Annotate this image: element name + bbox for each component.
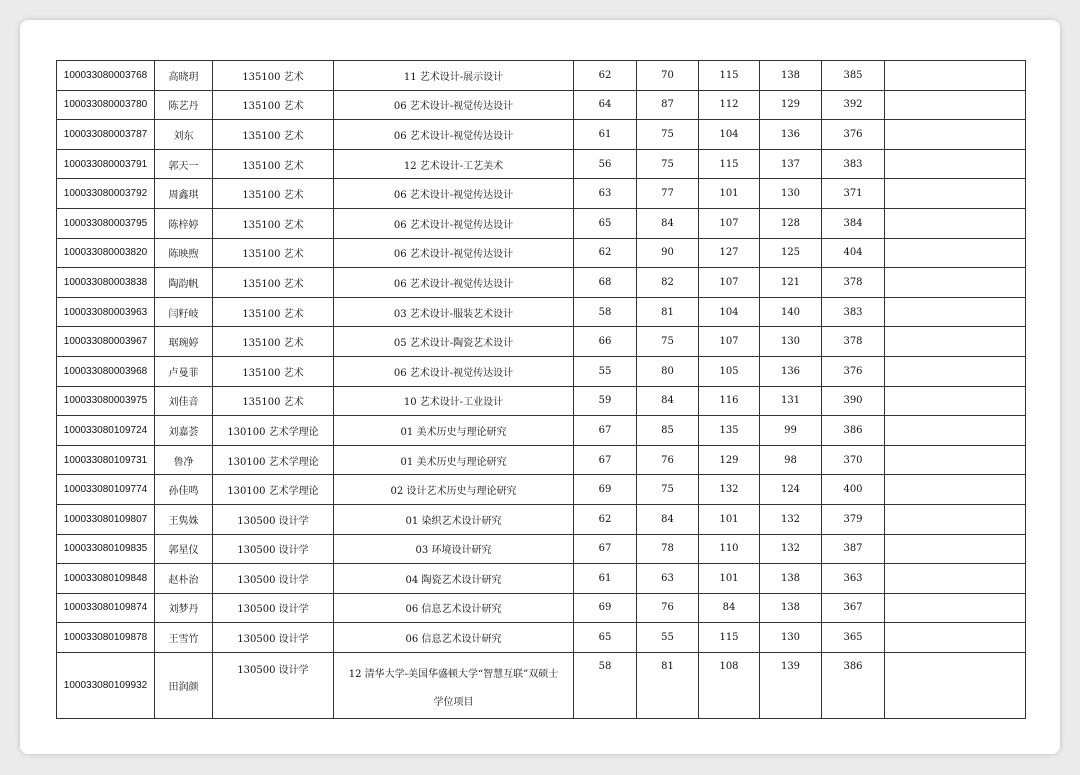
- cell-note: [885, 416, 1026, 446]
- cell-major: 130500 设计学: [213, 564, 334, 594]
- cell-direction: 06 艺术设计-视觉传达设计: [334, 208, 574, 238]
- cell-score-3: 110: [699, 534, 760, 564]
- cell-note: [885, 564, 1026, 594]
- cell-score-1: 56: [574, 149, 637, 179]
- cell-exam-id: 100033080109874: [57, 593, 155, 623]
- cell-major: 130500 设计学: [213, 623, 334, 653]
- cell-direction: 10 艺术设计-工业设计: [334, 386, 574, 416]
- cell-score-2: 87: [637, 90, 699, 120]
- cell-total: 400: [822, 475, 885, 505]
- table-row: [57, 445, 1026, 475]
- cell-name: 刘梦丹: [155, 593, 213, 623]
- cell-score-2: 81: [637, 652, 699, 718]
- document-page: [20, 20, 1060, 754]
- cell-major: 130100 艺术学理论: [213, 416, 334, 446]
- cell-score-3: 115: [699, 149, 760, 179]
- cell-score-1: 59: [574, 386, 637, 416]
- cell-direction: 04 陶瓷艺术设计研究: [334, 564, 574, 594]
- cell-direction: 12 艺术设计-工艺美术: [334, 149, 574, 179]
- cell-score-2: 90: [637, 238, 699, 268]
- cell-note: [885, 475, 1026, 505]
- cell-direction: 05 艺术设计-陶瓷艺术设计: [334, 327, 574, 357]
- cell-major: 135100 艺术: [213, 90, 334, 120]
- cell-exam-id: 100033080109878: [57, 623, 155, 653]
- cell-score-2: 75: [637, 475, 699, 505]
- cell-major: 135100 艺术: [213, 179, 334, 209]
- cell-direction: 06 艺术设计-视觉传达设计: [334, 179, 574, 209]
- cell-total: 378: [822, 268, 885, 298]
- cell-total: 376: [822, 120, 885, 150]
- cell-exam-id: 100033080109774: [57, 475, 155, 505]
- cell-score-2: 75: [637, 327, 699, 357]
- cell-note: [885, 149, 1026, 179]
- table-row: [57, 268, 1026, 298]
- cell-note: [885, 534, 1026, 564]
- table-row: [57, 61, 1026, 91]
- cell-score-4: 140: [760, 297, 822, 327]
- cell-note: [885, 504, 1026, 534]
- cell-score-4: 137: [760, 149, 822, 179]
- cell-score-2: 76: [637, 593, 699, 623]
- cell-score-1: 58: [574, 652, 637, 718]
- cell-score-2: 84: [637, 386, 699, 416]
- cell-major: 135100 艺术: [213, 238, 334, 268]
- cell-exam-id: 100033080003795: [57, 208, 155, 238]
- cell-name: 高晓玥: [155, 61, 213, 91]
- cell-name: 周鑫琪: [155, 179, 213, 209]
- cell-total: 387: [822, 534, 885, 564]
- cell-direction: 03 艺术设计-服装艺术设计: [334, 297, 574, 327]
- cell-score-1: 67: [574, 445, 637, 475]
- cell-name: 陈映煦: [155, 238, 213, 268]
- cell-name: 陶韵帆: [155, 268, 213, 298]
- cell-score-3: 132: [699, 475, 760, 505]
- cell-score-3: 115: [699, 61, 760, 91]
- cell-score-3: 107: [699, 268, 760, 298]
- cell-exam-id: 100033080003963: [57, 297, 155, 327]
- cell-score-2: 82: [637, 268, 699, 298]
- cell-note: [885, 268, 1026, 298]
- cell-name: 刘东: [155, 120, 213, 150]
- cell-score-1: 67: [574, 534, 637, 564]
- cell-score-3: 105: [699, 356, 760, 386]
- cell-direction: 06 艺术设计-视觉传达设计: [334, 356, 574, 386]
- cell-name: 琚琬婷: [155, 327, 213, 357]
- cell-total: 392: [822, 90, 885, 120]
- cell-score-3: 107: [699, 208, 760, 238]
- cell-score-3: 115: [699, 623, 760, 653]
- scores-table-body: [57, 61, 1026, 719]
- table-row: [57, 90, 1026, 120]
- cell-note: [885, 356, 1026, 386]
- cell-score-4: 132: [760, 504, 822, 534]
- cell-total: 371: [822, 179, 885, 209]
- cell-score-1: 62: [574, 504, 637, 534]
- cell-major: 135100 艺术: [213, 208, 334, 238]
- cell-score-3: 116: [699, 386, 760, 416]
- cell-score-3: 135: [699, 416, 760, 446]
- cell-score-1: 62: [574, 61, 637, 91]
- cell-score-3: 127: [699, 238, 760, 268]
- cell-name: 刘嘉荟: [155, 416, 213, 446]
- cell-exam-id: 100033080109724: [57, 416, 155, 446]
- cell-score-2: 55: [637, 623, 699, 653]
- cell-score-3: 108: [699, 652, 760, 718]
- cell-score-1: 68: [574, 268, 637, 298]
- cell-exam-id: 100033080003791: [57, 149, 155, 179]
- cell-score-4: 138: [760, 61, 822, 91]
- cell-direction: 06 信息艺术设计研究: [334, 623, 574, 653]
- cell-note: [885, 593, 1026, 623]
- cell-exam-id: 100033080003975: [57, 386, 155, 416]
- cell-major: 135100 艺术: [213, 120, 334, 150]
- table-row: [57, 564, 1026, 594]
- cell-score-4: 98: [760, 445, 822, 475]
- cell-score-1: 65: [574, 623, 637, 653]
- cell-score-2: 80: [637, 356, 699, 386]
- cell-score-3: 104: [699, 297, 760, 327]
- cell-exam-id: 100033080109835: [57, 534, 155, 564]
- table-row: [57, 593, 1026, 623]
- cell-total: 363: [822, 564, 885, 594]
- cell-major: 135100 艺术: [213, 356, 334, 386]
- table-row: [57, 179, 1026, 209]
- cell-name: 田润颜: [155, 652, 213, 718]
- cell-direction: 06 艺术设计-视觉传达设计: [334, 268, 574, 298]
- cell-score-3: 84: [699, 593, 760, 623]
- cell-score-2: 75: [637, 149, 699, 179]
- cell-score-1: 67: [574, 416, 637, 446]
- cell-name: 闫籽岐: [155, 297, 213, 327]
- cell-direction: 06 艺术设计-视觉传达设计: [334, 120, 574, 150]
- cell-total: 379: [822, 504, 885, 534]
- cell-exam-id: 100033080109731: [57, 445, 155, 475]
- cell-total: 383: [822, 297, 885, 327]
- scores-table: [56, 60, 1026, 719]
- cell-total: 386: [822, 652, 885, 718]
- cell-name: 郭天一: [155, 149, 213, 179]
- cell-direction: 01 美术历史与理论研究: [334, 445, 574, 475]
- cell-score-4: 132: [760, 534, 822, 564]
- table-row: [57, 297, 1026, 327]
- cell-direction: 01 美术历史与理论研究: [334, 416, 574, 446]
- cell-exam-id: 100033080003787: [57, 120, 155, 150]
- table-row: [57, 534, 1026, 564]
- cell-score-2: 76: [637, 445, 699, 475]
- cell-total: 404: [822, 238, 885, 268]
- cell-score-2: 84: [637, 504, 699, 534]
- cell-exam-id: 100033080109848: [57, 564, 155, 594]
- cell-direction: 02 设计艺术历史与理论研究: [334, 475, 574, 505]
- cell-score-4: 138: [760, 564, 822, 594]
- cell-score-1: 69: [574, 475, 637, 505]
- cell-note: [885, 386, 1026, 416]
- cell-name: 陈艺丹: [155, 90, 213, 120]
- cell-note: [885, 623, 1026, 653]
- cell-score-1: 63: [574, 179, 637, 209]
- cell-score-2: 84: [637, 208, 699, 238]
- table-row: [57, 416, 1026, 446]
- cell-score-1: 66: [574, 327, 637, 357]
- cell-major: 130500 设计学: [213, 504, 334, 534]
- table-row: [57, 652, 1026, 718]
- cell-score-4: 99: [760, 416, 822, 446]
- cell-major: 135100 艺术: [213, 268, 334, 298]
- cell-direction-line1: 12 清华大学-美国华盛顿大学“智慧互联”双硕士: [348, 668, 559, 680]
- cell-score-2: 70: [637, 61, 699, 91]
- cell-score-1: 64: [574, 90, 637, 120]
- cell-major: 130500 设计学: [213, 534, 334, 564]
- cell-major: 130500 设计学: [213, 593, 334, 623]
- cell-score-4: 130: [760, 327, 822, 357]
- cell-score-3: 129: [699, 445, 760, 475]
- cell-total: 383: [822, 149, 885, 179]
- cell-direction-line2: 学位项目: [433, 696, 474, 708]
- table-row: [57, 120, 1026, 150]
- table-row: [57, 149, 1026, 179]
- cell-note: [885, 652, 1026, 718]
- table-row: [57, 327, 1026, 357]
- cell-exam-id: 100033080003780: [57, 90, 155, 120]
- cell-major: 135100 艺术: [213, 386, 334, 416]
- table-row: [57, 623, 1026, 653]
- cell-score-3: 107: [699, 327, 760, 357]
- cell-major: 130100 艺术学理论: [213, 475, 334, 505]
- cell-score-3: 112: [699, 90, 760, 120]
- cell-score-1: 62: [574, 238, 637, 268]
- table-row: [57, 238, 1026, 268]
- cell-total: 376: [822, 356, 885, 386]
- cell-score-2: 75: [637, 120, 699, 150]
- cell-score-4: 136: [760, 120, 822, 150]
- cell-score-4: 125: [760, 238, 822, 268]
- cell-name: 刘佳音: [155, 386, 213, 416]
- cell-name: 赵朴治: [155, 564, 213, 594]
- cell-score-4: 129: [760, 90, 822, 120]
- cell-note: [885, 238, 1026, 268]
- cell-name: 孙佳鸣: [155, 475, 213, 505]
- table-row: [57, 356, 1026, 386]
- cell-major: 135100 艺术: [213, 327, 334, 357]
- cell-total: 370: [822, 445, 885, 475]
- cell-note: [885, 90, 1026, 120]
- cell-score-4: 130: [760, 623, 822, 653]
- cell-total: 384: [822, 208, 885, 238]
- cell-score-1: 61: [574, 564, 637, 594]
- cell-score-4: 131: [760, 386, 822, 416]
- cell-total: 385: [822, 61, 885, 91]
- cell-score-3: 104: [699, 120, 760, 150]
- cell-exam-id: 100033080109932: [57, 652, 155, 718]
- cell-score-2: 77: [637, 179, 699, 209]
- cell-exam-id: 100033080003967: [57, 327, 155, 357]
- cell-direction: 11 艺术设计-展示设计: [334, 61, 574, 91]
- cell-major: 130100 艺术学理论: [213, 445, 334, 475]
- cell-major: 135100 艺术: [213, 297, 334, 327]
- table-row: [57, 386, 1026, 416]
- cell-score-2: 78: [637, 534, 699, 564]
- cell-score-1: 58: [574, 297, 637, 327]
- cell-exam-id: 100033080003968: [57, 356, 155, 386]
- cell-score-1: 55: [574, 356, 637, 386]
- cell-note: [885, 445, 1026, 475]
- cell-total: 365: [822, 623, 885, 653]
- cell-score-1: 69: [574, 593, 637, 623]
- cell-direction: 06 艺术设计-视觉传达设计: [334, 90, 574, 120]
- cell-total: 367: [822, 593, 885, 623]
- cell-note: [885, 327, 1026, 357]
- cell-name: 王雪竹: [155, 623, 213, 653]
- cell-major: 130500 设计学: [213, 652, 334, 718]
- cell-name: 王隽姝: [155, 504, 213, 534]
- cell-exam-id: 100033080003820: [57, 238, 155, 268]
- cell-score-4: 130: [760, 179, 822, 209]
- table-row: [57, 208, 1026, 238]
- cell-name: 鲁净: [155, 445, 213, 475]
- cell-total: 386: [822, 416, 885, 446]
- cell-score-2: 85: [637, 416, 699, 446]
- cell-exam-id: 100033080109807: [57, 504, 155, 534]
- cell-score-3: 101: [699, 179, 760, 209]
- table-row: [57, 504, 1026, 534]
- cell-major: 135100 艺术: [213, 149, 334, 179]
- table-row: [57, 475, 1026, 505]
- cell-name: 郭星仪: [155, 534, 213, 564]
- cell-name: 卢曼菲: [155, 356, 213, 386]
- cell-direction: 01 染织艺术设计研究: [334, 504, 574, 534]
- cell-score-4: 128: [760, 208, 822, 238]
- cell-note: [885, 208, 1026, 238]
- cell-score-2: 81: [637, 297, 699, 327]
- cell-name: 陈梓婷: [155, 208, 213, 238]
- cell-score-4: 124: [760, 475, 822, 505]
- cell-score-4: 136: [760, 356, 822, 386]
- cell-note: [885, 120, 1026, 150]
- cell-score-1: 65: [574, 208, 637, 238]
- cell-score-4: 139: [760, 652, 822, 718]
- cell-exam-id: 100033080003838: [57, 268, 155, 298]
- cell-direction: 06 艺术设计-视觉传达设计: [334, 238, 574, 268]
- cell-direction: [334, 652, 574, 718]
- cell-score-2: 63: [637, 564, 699, 594]
- cell-score-3: 101: [699, 564, 760, 594]
- cell-total: 390: [822, 386, 885, 416]
- cell-score-4: 121: [760, 268, 822, 298]
- cell-score-1: 61: [574, 120, 637, 150]
- cell-total: 378: [822, 327, 885, 357]
- cell-score-3: 101: [699, 504, 760, 534]
- cell-exam-id: 100033080003792: [57, 179, 155, 209]
- cell-exam-id: 100033080003768: [57, 61, 155, 91]
- cell-direction: 03 环境设计研究: [334, 534, 574, 564]
- cell-note: [885, 61, 1026, 91]
- cell-note: [885, 297, 1026, 327]
- cell-note: [885, 179, 1026, 209]
- cell-score-4: 138: [760, 593, 822, 623]
- cell-major: 135100 艺术: [213, 61, 334, 91]
- cell-direction: 06 信息艺术设计研究: [334, 593, 574, 623]
